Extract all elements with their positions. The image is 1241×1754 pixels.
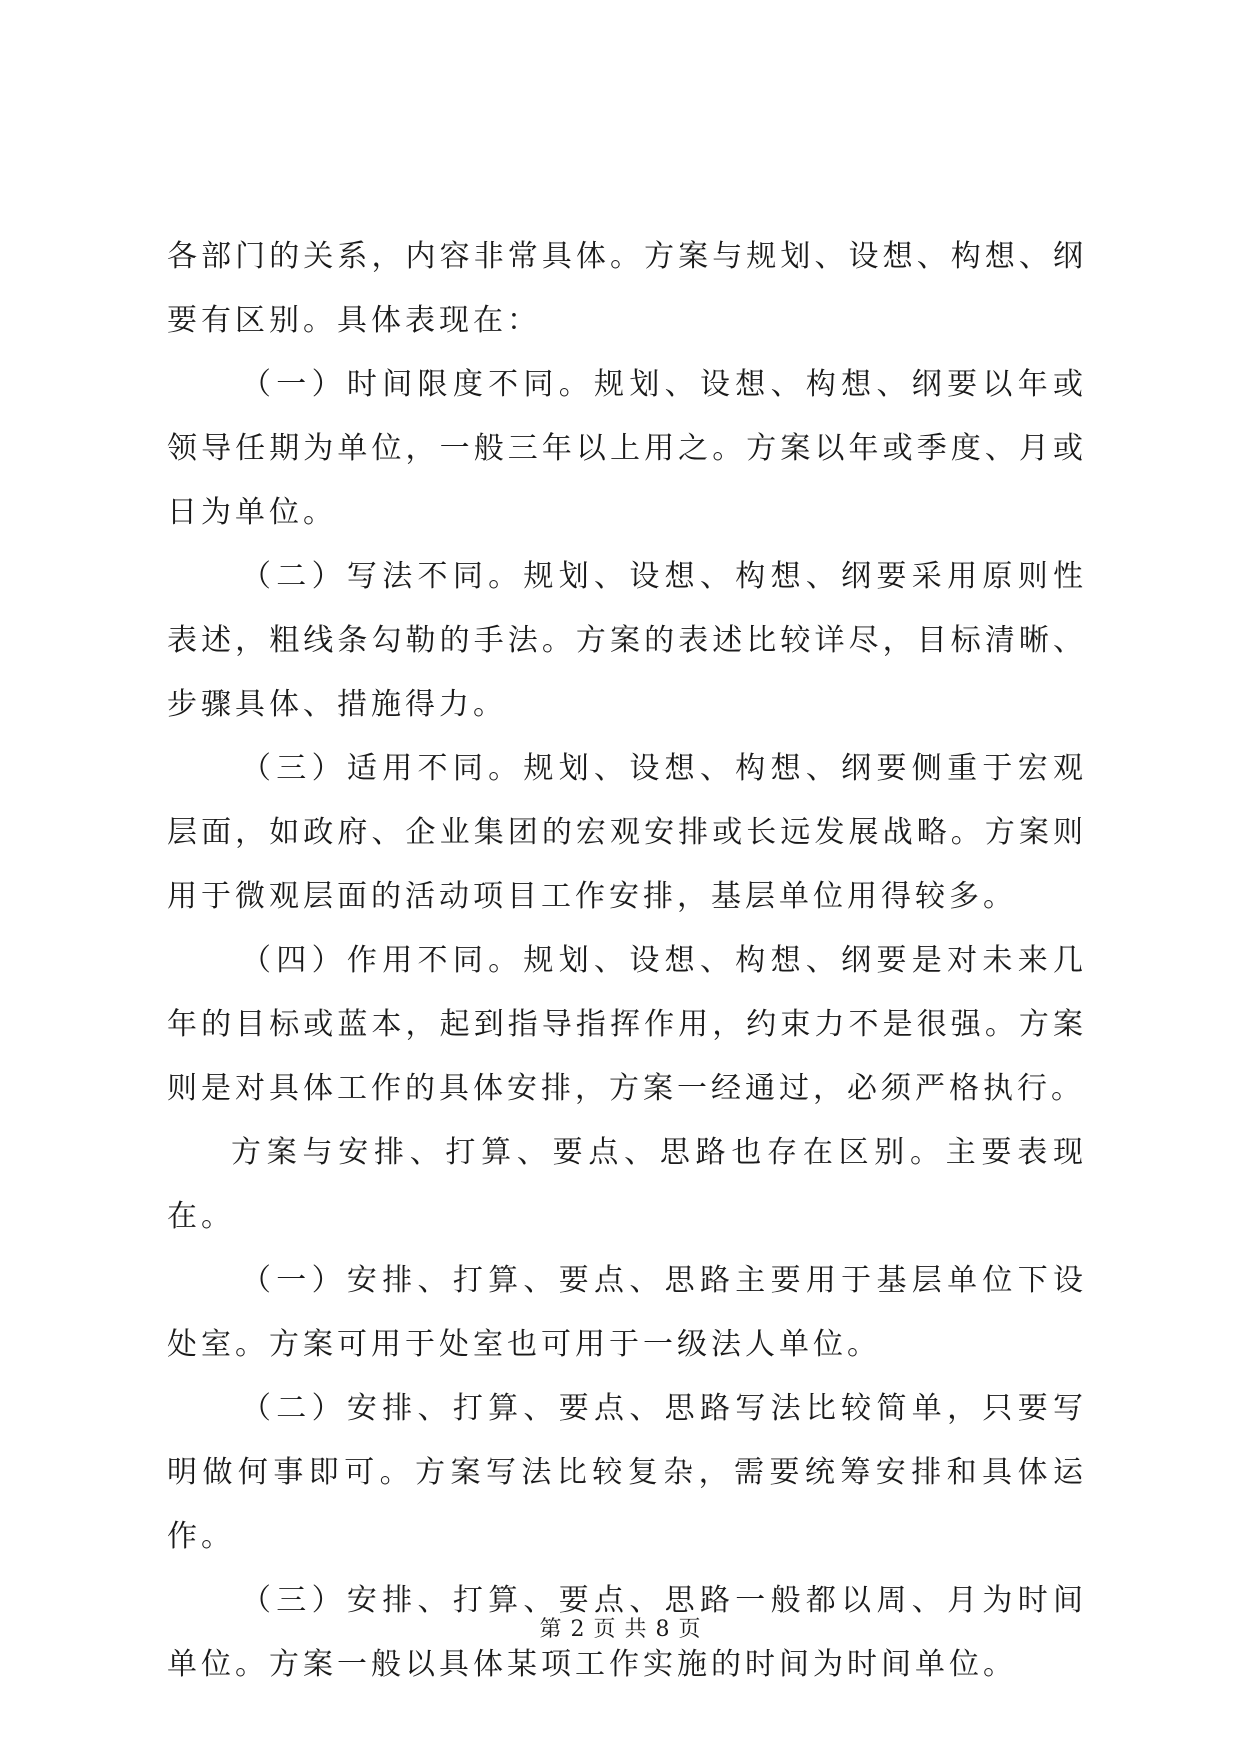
document-body	[167, 225, 1087, 1697]
paragraph: （三）适用不同。规划、设想、构想、纲要侧重于宏观层面，如政府、企业集团的宏观安排或长远发展战略。方案则用于微观层面的活动项目工作安排，基层单位用得较多。	[167, 751, 1087, 914]
paragraph: （三）安排、打算、要点、思路一般都以周、月为时间单位。方案一般以具体某项工作实施的时间为时间单位。	[167, 1583, 1087, 1682]
paragraph: （四）作用不同。规划、设想、构想、纲要是对未来几年的目标或蓝本，起到指导指挥作用，约束力不是很强。方案则是对具体工作的具体安排，方案一经通过，必须严格执行。	[167, 943, 1087, 1106]
paragraph: （一）时间限度不同。规划、设想、构想、纲要以年或领导任期为单位，一般三年以上用之。方案以年或季度、月或日为单位。	[167, 367, 1087, 530]
page-number-footer: 第 2 页 共 8 页	[539, 1617, 702, 1642]
paragraph: （二）写法不同。规划、设想、构想、纲要采用原则性表述，粗线条勾勒的手法。方案的表述比较详尽，目标清晰、步骤具体、措施得力。	[167, 559, 1087, 722]
paragraph: （二）安排、打算、要点、思路写法比较简单，只要写明做何事即可。方案写法比较复杂，需要统筹安排和具体运作。	[167, 1391, 1087, 1554]
paragraph: 各部门的关系，内容非常具体。方案与规划、设想、构想、纲要有区别。具体表现在：	[167, 239, 1087, 338]
paragraph: （一）安排、打算、要点、思路主要用于基层单位下设处室。方案可用于处室也可用于一级法人单位。	[167, 1263, 1087, 1362]
paragraph: 方案与安排、打算、要点、思路也存在区别。主要表现在。	[167, 1135, 1087, 1234]
